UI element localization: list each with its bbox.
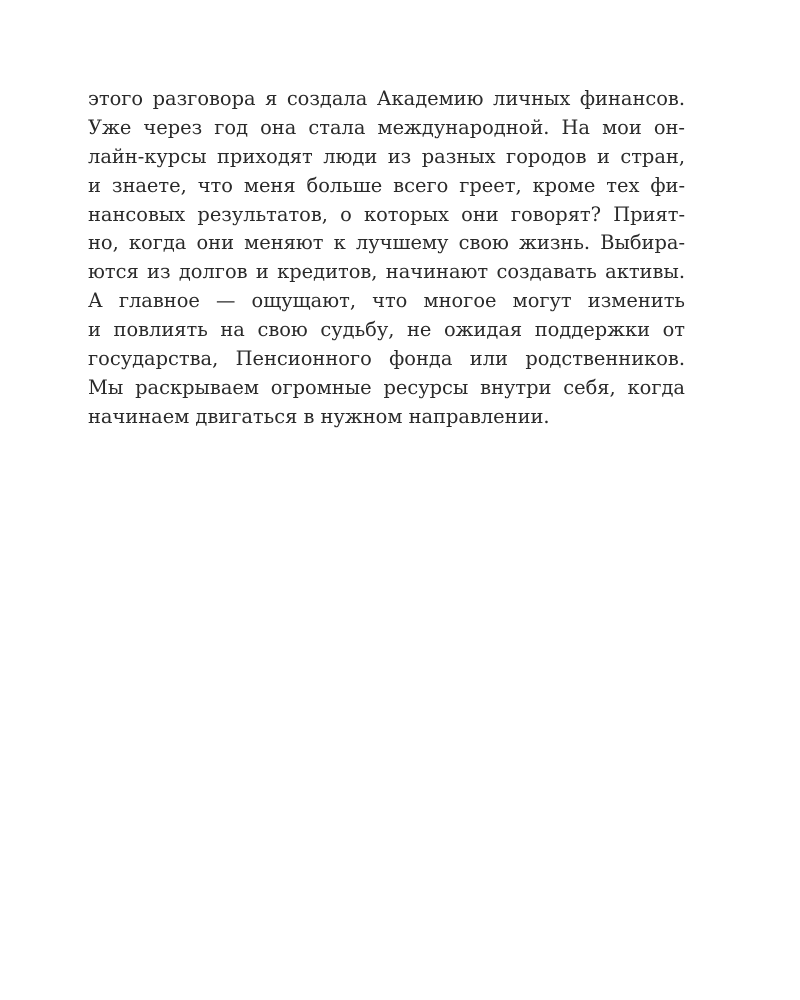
body-paragraph — [88, 85, 685, 432]
text-line-last: начинаем двигаться в нужном направлении. — [88, 404, 550, 428]
text-line: лайн-курсы приходят люди из разных городов и стран, — [88, 144, 685, 168]
text-line: ются из долгов и кредитов, начинают создавать активы. — [88, 260, 685, 284]
text-line: А главное — ощущают, что многое могут изменить — [88, 289, 685, 313]
text-line: и знаете, что меня больше всего греет, кроме тех фи- — [88, 173, 685, 197]
text-line: Мы раскрываем огромные ресурсы внутри себя, когда — [88, 375, 685, 399]
text-line: этого разговора я создала Академию личных финансов. — [88, 87, 685, 110]
text-line: но, когда они меняют к лучшему свою жизнь. Выбира- — [88, 231, 685, 255]
text-line: Уже через год она стала международной. На мои он- — [88, 115, 685, 139]
text-line: нансовых результатов, о которых они говорят? Прият- — [88, 202, 685, 226]
text-line: и повлиять на свою судьбу, не ожидая поддержки от — [88, 318, 685, 342]
text-line: государства, Пенсионного фонда или родственников. — [88, 347, 685, 371]
